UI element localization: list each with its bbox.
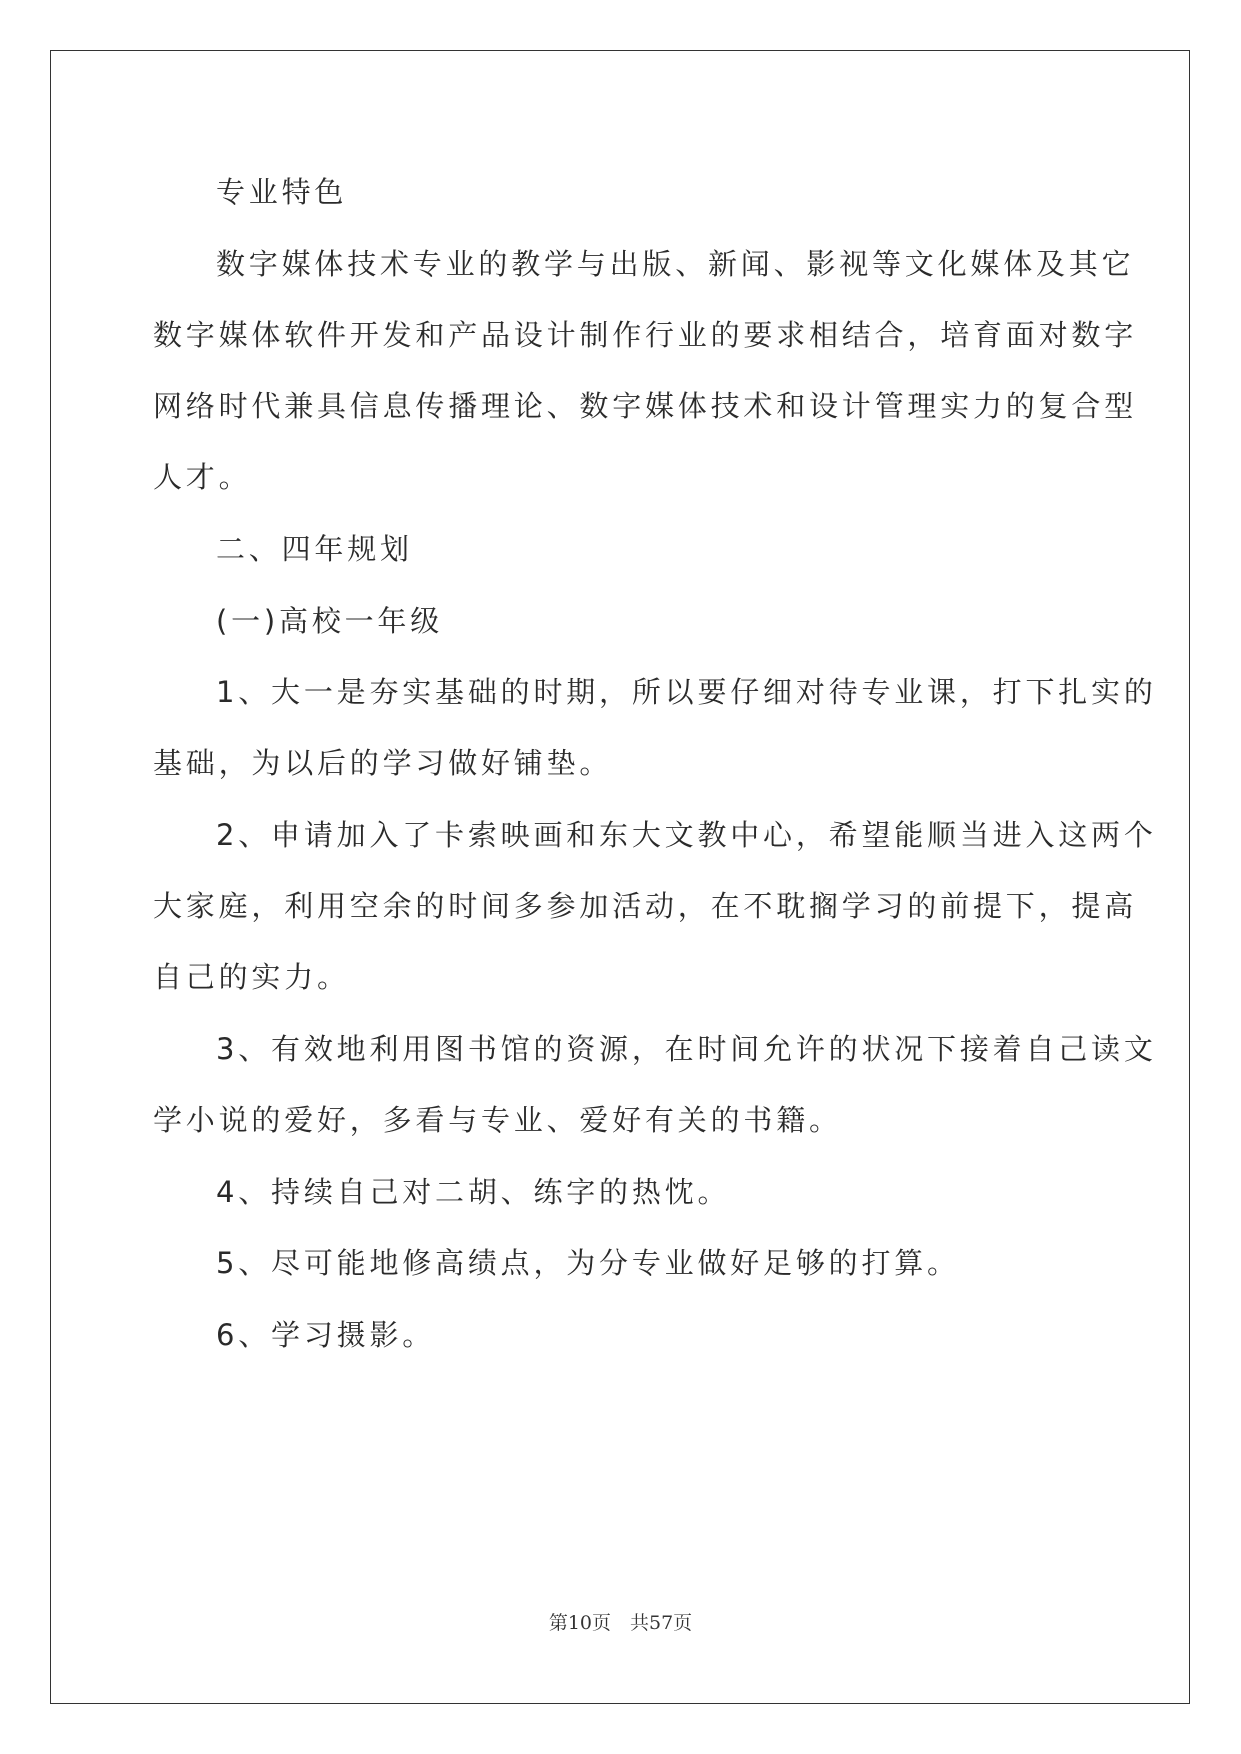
list-item-line: 基础，为以后的学习做好铺垫。: [153, 746, 613, 780]
list-item-line: 6、学习摄影。: [216, 1318, 436, 1352]
list-item-line: 5、尽可能地修高绩点，为分专业做好足够的打算。: [216, 1246, 960, 1280]
paragraph-line: 人才。: [153, 460, 252, 494]
list-item-line: 4、持续自己对二胡、练字的热忱。: [216, 1175, 731, 1209]
paragraph-line: 数字媒体技术专业的教学与出版、新闻、影视等文化媒体及其它: [216, 247, 1135, 281]
list-item-line: 2、申请加入了卡索映画和东大文教中心，希望能顺当进入这两个: [216, 818, 1157, 852]
page-border: [50, 50, 1190, 1704]
page-number-footer: 第10页 共57页: [548, 1612, 693, 1634]
section-heading-four-year-plan: 二、四年规划: [216, 532, 413, 566]
paragraph-line: 数字媒体软件开发和产品设计制作行业的要求相结合，培育面对数字: [153, 318, 1138, 352]
paragraph-line: 网络时代兼具信息传播理论、数字媒体技术和设计管理实力的复合型: [153, 389, 1138, 423]
section-heading-major-features: 专业特色: [216, 175, 348, 209]
list-item-line: 3、有效地利用图书馆的资源，在时间允许的状况下接着自己读文: [216, 1032, 1157, 1066]
list-item-line: 大家庭，利用空余的时间多参加活动，在不耽搁学习的前提下，提高: [153, 889, 1138, 923]
list-item-line: 1、大一是夯实基础的时期，所以要仔细对待专业课，打下扎实的: [216, 675, 1157, 709]
list-item-line: 学小说的爱好，多看与专业、爱好有关的书籍。: [153, 1103, 842, 1137]
subsection-heading-first-year: (一)高校一年级: [216, 604, 444, 638]
list-item-line: 自己的实力。: [153, 960, 350, 994]
